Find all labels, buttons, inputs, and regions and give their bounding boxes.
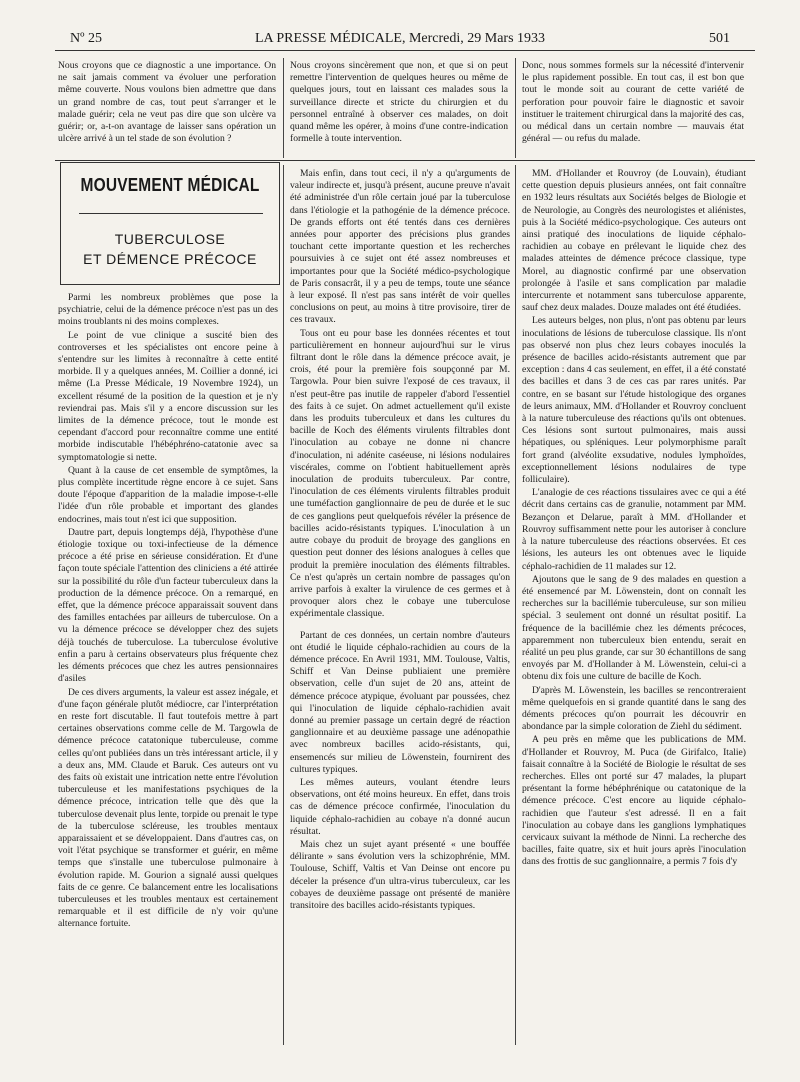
journal-title: LA PRESSE MÉDICALE, Mercredi, 29 Mars 1933 <box>254 31 546 46</box>
paragraph: Mais chez un sujet ayant présenté « une bouffée délirante » sans évolution vers la schizophrénie, MM. Toulouse, Schiff, Valtis et Van Deinse ont encore pu déceler la présence d'un ultra-virus tuberculeux, car les cobayes de deuxième passage ont présenté de manière transitoire des bacilles acido-résistants typiques. <box>290 838 510 911</box>
paragraph: L'analogie de ces réactions tissulaires avec ce qui a été décrit dans certains cas de granulie, notamment par MM. Bezançon et Delarue, paraît à MM. d'Hollander et Rouvroy suffisamment nette pour les autoriser à conclure à la nature tuberculeuse des réactions observées. Et ces lésions, les auteurs les ont obtenues avec le liquide céphalo-rachidien de 11 malades sur 12. <box>522 487 746 572</box>
article-column-middle <box>290 168 510 1042</box>
section-rule <box>55 160 755 161</box>
running-header <box>70 30 730 48</box>
section-title: MOUVEMENT MÉDICAL <box>80 175 260 196</box>
top-column-1 <box>58 60 276 160</box>
paragraph: Les auteurs belges, non plus, n'ont pas obtenu par leurs inoculations de lésions de tuberculose classique. Ils n'ont pas observé non plus chez leurs cobayes inoculés la présence de bacilles acido-résistants autrement que par exception : dans 4 cas seulement, en effet, il a été constaté des bacilles et dans 3 de ces cas par rares unités. Par contre, en se basant sur l'étude histologique des organes de leurs animaux, MM. d'Hollander et Rouvroy concluent à la nature tuberculeuse des réactions qu'ils ont obtenues. Ces lésions sont surtout pulmonaires, mais aussi hépatiques, ou spléniques. Leur polymorphisme paraît fort grand (alvéolite exsudative, nodules lymphoïdes, exceptionnellement lésions nodulaires de type folliculaire). <box>522 315 746 486</box>
paragraph: De ces divers arguments, la valeur est assez inégale, et d'une façon générale plutôt médiocre, car l'interprétation en reste fort discutable. Il faut toutefois mettre à part certaines observations comme celle de M. Targowla de démence précoce catatonique tuberculeuse, comme celles qu'ont publiées dans un très intéressant article, il y a deux ans, MM. Claude et Baruk. Ces auteurs ont vu des faits où existait une intrication nette entre l'évolution tuberculeuse et les manifestations psychiques de la démence précoce, intrication telle que dès que la tuberculose devenait plus lente, torpide ou prenait le type de la tuberculose scléreuse, les troubles mentaux apparaissaient et se développaient. Dans d'autres cas, on voit l'état psychique se transformer et guérir, en même temps que s'installe une tuberculose pulmonaire à évolution rapide. M. Gourion a signalé aussi quelques faits de ce genre. Ce balancement entre les localisations tuberculeuses et les troubles mentaux est certainement remarquable et il est difficile de n'y voir qu'une alternance fortuite. <box>58 686 278 930</box>
paragraph: D'après M. Löwenstein, les bacilles se rencontreraient même quelquefois en si grande quantité dans le sang des déments précoces qu'on pourrait les découvrir en abondance par la simple coloration de Ziehl du sédiment. <box>522 684 746 733</box>
paragraph: Mais enfin, dans tout ceci, il n'y a qu'arguments de valeur indirecte et, jusqu'à présent, aucune preuve n'avait été administrée d'un rôle certain joué par la tuberculose dans l'étiologie et la pathogénie de la démence précoce. De grands efforts ont été tentés dans ces dernières années pour apporter des précisions plus grandes touchant cette importante question et les recherches poursuivies à ce sujet ont été assez nombreuses et importantes pour que la Société médico-psychologique de Paris consacrât, il y a peu de temps, toute une séance à leur exposé. Il n'est pas sans intérêt de voir quelles conclusions on peut, au moins à titre provisoire, tirer de ces travaux. <box>290 168 510 326</box>
header-rule <box>55 50 755 51</box>
paragraph: Dautre part, depuis longtemps déjà, l'hypothèse d'une étiologie toxique ou toxi-infectieuse de la démence précoce a été prise en sérieuse considération. Et d'une façon toute spéciale l'attention des cliniciens a été attirée sur la possibilité du rôle d'un facteur tuberculeux dans la production de la démence précoce. On a remarqué, en effet, que la démence précoce apparaissait souvent dans des familles entachées par ailleurs de tuberculose. On a vu la démence précoce se développer chez des sujets déjà touchés de tuberculose. La tuberculose évolutive enfin a paru à certains observateurs plus fréquente chez les déments précoces que chez les autres pensionnaires d'asiles <box>58 526 278 685</box>
column-divider <box>283 165 284 1045</box>
paragraph-gap <box>290 622 510 630</box>
issue-number: Nº 25 <box>70 31 102 46</box>
paragraph: A peu près en même que les publications de MM. d'Hollander et Rouvroy, M. Puca (de Girifalco, Italie) faisait connaître à la Société de Biologie le résultat de ses recherches. Elles ont porté sur 47 malades, la plupart présentant la forme hébéphrénique ou catatonique de la démence précoce. C'est encore au liquide céphalo-rachidien que l'auteur s'est adressé. Il en a fait l'inoculation au cobaye dans les ganglions lymphatiques cervicaux suivant la méthode de Ninni. La recherche des bacilles, faite quatre, six et huit jours après l'inoculation dans des frottis de suc ganglionnaire, a permis 7 fois d'y <box>522 734 746 868</box>
paragraph: Tous ont eu pour base les données récentes et tout particulièrement en honneur aujourd'hui sur le virus filtrant dont le rôle dans la démence précoce avait, je crois, été pour la première fois soupçonné par M. Targowla. Pour bien suivre l'exposé de ces travaux, il n'est peut-être pas inutile de rappeler d'abord l'essentiel des faits à ce sujet. On admet actuellement qu'il existe dans les produits tuberculeux et dans les cultures du bacille de Koch des éléments virulents filtrables dont l'inoculation au cobaye ne donne ni chancre d'inoculation, ni adénite caséeuse, ni lésions nodulaires viscérales, comme on l'obtient habituellement après inoculation de produits tuberculeux. Par contre, l'inoculation de ces éléments virulents filtrables produit une tuméfaction ganglionnaire de peu de durée et le suc de ces ganglions peut quelquefois révéler la présence de bacilles acido-résistants typiques. L'inoculation à un autre cobaye du produit de broyage des ganglions en question peut donner des lésions analogues à celles que produit la première inoculation des éléments filtrables. Ce n'est qu'après un certain nombre de passages qu'on arrive parfois à exalter la virulence de ces germes et à provoquer alors chez le cobaye une tuberculose expérimentale classique. <box>290 327 510 620</box>
paragraph: Partant de ces données, un certain nombre d'auteurs ont étudié le liquide céphalo-rachidien au cours de la démence précoce. En Avril 1931, MM. Toulouse, Valtis, Schiff et Van Deinse publiaient une première observation, celle d'un sujet de 20 ans, atteint de démence précoce atypique, évoluant par poussées, chez qui l'inoculation de liquide céphalo-rachidien avait donné au premier passage un certain degré de réaction ganglionnaire et au deuxième passage une adénopathie avec nombreux bacilles acido-résistants, qui, ensemencés sur milieu de Löwenstein, fournirent des cultures typiques. <box>290 629 510 775</box>
page-number: 501 <box>709 31 730 46</box>
paragraph: Quant à la cause de cet ensemble de symptômes, la plus complète incertitude règne encore à ce sujet. Sans doute l'époque d'apparition de la maladie impose-t-elle l'idée d'un rôle probable et important des glandes endocrines, mais tout n'est ici que supposition. <box>58 464 278 525</box>
article-column-right <box>522 168 746 1042</box>
top-column-3 <box>522 60 744 160</box>
paragraph: Ajoutons que le sang de 9 des malades en question a été ensemencé par M. Löwenstein, dont on connaît les recherches sur la bacillémie tuberculeuse, sur son milieu spécial. 3 seulement ont donné un résultat positif. La fréquence de la bacillémie chez les déments précoces, apparemment non tuberculeux bien entendu, serait en réalité un peu plus grande, car sur 30 échantillons de sang envoyés par M. d'Hollander à M. Löwenstein, celui-ci a obtenu dix fois une culture de bacille de Koch. <box>522 573 746 683</box>
paragraph: Nous croyons sincèrement que non, et que si on peut remettre l'intervention de quelques heures ou même de quelques jours, tout en laissant ces malades sous la surveillance directe et stricte du chirurgien et du personnel entraîné à observer ces malades, on doit quand même les opérer, à moins d'une contre-indication formelle à toute intervention. <box>290 60 508 145</box>
paragraph: MM. d'Hollander et Rouvroy (de Louvain), étudiant cette question depuis plusieurs années, ont fait connaître en 1932 leurs résultats aux Sociétés belges de Biologie et de Neurologie, au Congrès des neurologistes et aliénistes, puis à la Société médico-psychologique. Ces auteurs ont ainsi pratiqué des inoculations de liquide céphalo-rachidien au cobaye en prélevant le liquide chez des malades atteintes de démence précoce classique, type Morel, au diagnostic confirmé par une observation prolongée à l'asile et sans complication par maladie intercurrente et notamment sans tuberculose apparente, sauf chez deux malades. Douze malades ont été étudiées. <box>522 168 746 314</box>
paragraph: Les mêmes auteurs, voulant étendre leurs observations, ont été moins heureux. En effet, dans trois cas de démence précoce confirmée, l'inoculation du liquide céphalo-rachidien au cobaye n'a donné aucun résultat. <box>290 776 510 837</box>
article-title-line-2: ET DÉMENCE PRÉCOCE <box>83 251 257 267</box>
paragraph: Nous croyons que ce diagnostic a une importance. On ne sait jamais comment va évoluer une perforation même couverte. Nous voulons bien admettre que dans un grand nombre de cas, tout peut s'arranger et le malade guérir; cela ne veut pas dire que son ulcère va guérir; or, a-t-on avantage de laisser sans opération un ulcère arrivé à un tel stade de son évolution ? <box>58 60 276 145</box>
column-divider <box>515 58 516 158</box>
article-title-line-1: TUBERCULOSE <box>114 231 226 247</box>
column-divider <box>515 165 516 1045</box>
paragraph: Le point de vue clinique a suscité bien des controverses et les spécialistes ont encore peine à s'entendre sur les limites à reconnaître à cette entité morbide. Il y a quelques années, M. Coillier a donné, ici même (La Presse Médicale, 19 Novembre 1924), un excellent résumé de la position de la question et je n'y reviendrai pas. Mais s'il y a encore discussion sur les limites de la démence précoce, tout le monde est cependant d'accord pour reconnaître comme une entité morbide indiscutable l'hébéphréno-catatonie avec sa symptomatologie si nette. <box>58 329 278 463</box>
column-divider <box>283 58 284 158</box>
top-column-2 <box>290 60 508 160</box>
article-column-left <box>58 292 278 1042</box>
paragraph: Donc, nous sommes formels sur la nécessité d'intervenir le plus rapidement possible. En tout cas, il est bon que tout le monde soit au courant de cette variété de perforation pour pouvoir faire le diagnostic et savoir instituer le traitement chirurgical dans la majorité des cas, ou médical dans un certain nombre — mauvais état général — ou refus du malade. <box>522 60 744 145</box>
title-rule <box>79 213 263 214</box>
paragraph: Parmi les nombreux problèmes que pose la psychiatrie, celui de la démence précoce n'est pas un des moins troublants ni des moins complexes. <box>58 292 278 328</box>
article-title-box <box>60 162 280 285</box>
